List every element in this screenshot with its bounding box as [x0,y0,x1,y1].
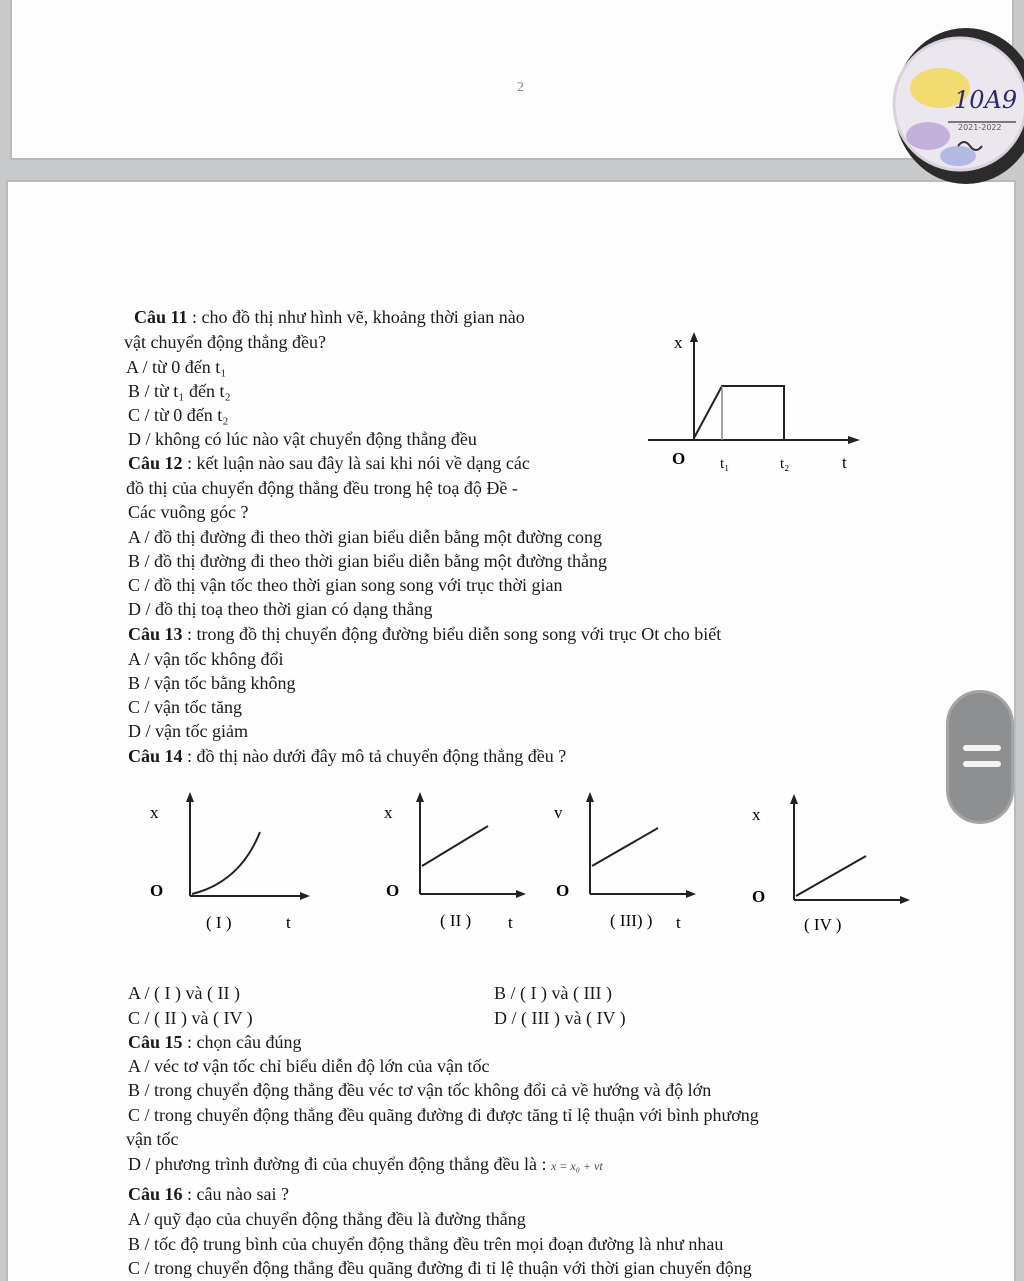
q12-stem-line3: Các vuông góc ? [128,502,249,522]
q13-option-d: D / vận tốc giảm [128,721,248,741]
q14-option-b: B / ( I ) và ( III ) [494,983,612,1003]
q14-graph-2 [378,786,538,946]
q15-option-d: D / phương trình đường đi của chuyển động thẳng đều là : x = x₀ + vt [128,1154,603,1174]
g2-t-label: t [508,913,513,932]
q16-option-a: A / quỹ đạo của chuyển động thẳng đều là đường thẳng [128,1209,526,1229]
previous-page [10,0,1014,160]
g1-caption: ( I ) [206,913,232,932]
q14-graph-1 [140,786,320,946]
q14-graph-4 [746,786,916,946]
q15-stem: Câu 15 : chọn câu đúng [128,1032,302,1052]
q14-option-c: C / ( II ) và ( IV ) [128,1008,253,1028]
q12-stem-line1: Câu 12 : kết luận nào sau đây là sai khi nói về dạng các [128,453,530,473]
menu-icon-bar-top [963,745,1001,751]
g3-line [592,828,658,866]
q11-origin-label: O [672,449,686,468]
g4-line [796,856,866,896]
g4-caption: ( IV ) [804,915,842,934]
q11-option-a: A / từ 0 đến t₁ [126,357,227,377]
g2-line [422,826,488,866]
q11-option-d: D / không có lúc nào vật chuyển động thẳng đều [128,429,477,449]
q11-y-arrow [690,332,698,342]
q13-stem: Câu 13 : trong đồ thị chuyển động đường biểu diễn song song với trục Ot cho biết [128,624,722,644]
q16-option-c: C / trong chuyển động thẳng đều quãng đường đi tỉ lệ thuận với thời gian chuyển động [128,1258,752,1278]
sticker-subtext: 2021-2022 [958,123,1002,132]
g3-t-label: t [676,913,681,932]
q13-option-b: B / vận tốc bằng không [128,673,296,693]
g3-y-arrow [586,792,594,802]
g2-origin-label: O [386,881,400,900]
q11-y-label: x [674,333,683,352]
q12-option-c: C / đồ thị vận tốc theo thời gian song song với trục thời gian [128,575,563,595]
q12-stem-line2: đồ thị của chuyển động thẳng đều trong hệ toạ độ Đề - [126,478,518,498]
sticker-text: 10A9 [954,86,1018,114]
g4-x-arrow [900,896,910,904]
g3-x-arrow [686,890,696,898]
class-sticker-logo [888,26,1024,186]
g3-caption: ( III) ) [610,911,653,930]
g1-origin-label: O [150,881,164,900]
q11-option-b: B / từ t₁ đến t₂ [128,381,231,401]
g1-curve [192,832,260,894]
q15-option-c-line1: C / trong chuyển động thẳng đều quãng đường đi được tăng tỉ lệ thuận với bình phương [128,1105,759,1125]
q12-option-d: D / đồ thị toạ theo thời gian có dạng thẳng [128,599,433,619]
q11-x-arrow [848,436,860,444]
q15-formula: x = x₀ + vt [550,1159,603,1173]
q15-option-c-line2: vận tốc [126,1129,179,1149]
q14-option-d: D / ( III ) và ( IV ) [494,1008,626,1028]
g1-y-arrow [186,792,194,802]
g1-x-arrow [300,892,310,900]
q16-stem: Câu 16 : câu nào sai ? [128,1184,289,1204]
q14-graph-3 [548,786,708,946]
floating-menu-button[interactable] [946,690,1014,824]
g3-y-label: v [554,803,563,822]
page-number: 2 [517,80,524,95]
g2-caption: ( II ) [440,911,472,930]
q11-stem-line2: vật chuyển động thẳng đều? [124,332,326,352]
q15-option-b: B / trong chuyển động thẳng đều véc tơ vận tốc không đổi cả về hướng và độ lớn [128,1080,712,1100]
q14-stem: Câu 14 : đồ thị nào dưới đây mô tả chuyển động thẳng đều ? [128,746,567,766]
q13-option-a: A / vận tốc không đổi [128,649,284,669]
g3-origin-label: O [556,881,570,900]
menu-icon-bar-bottom [963,761,1001,767]
q16-option-b: B / tốc độ trung bình của chuyển động thẳng đều trên mọi đoạn đường là như nhau [128,1234,724,1254]
g1-t-label: t [286,913,291,932]
q11-t1-label: t₁ [720,456,730,472]
q12-option-b: B / đồ thị đường đi theo thời gian biểu diễn bằng một đường thẳng [128,551,608,571]
g1-y-label: x [150,803,159,822]
g2-y-label: x [384,803,393,822]
g4-origin-label: O [752,887,766,906]
q15-option-a: A / véc tơ vận tốc chỉ biểu diễn độ lớn của vận tốc [128,1056,490,1076]
q12-option-a: A / đồ thị đường đi theo thời gian biểu diễn bằng một đường cong [128,527,603,547]
q11-t2-label: t₂ [780,456,790,472]
g4-y-arrow [790,794,798,804]
g2-y-arrow [416,792,424,802]
q14-option-a: A / ( I ) và ( II ) [128,983,240,1003]
q11-plot-line [694,386,784,440]
q11-t-label: t [842,453,847,472]
q11-option-c: C / từ 0 đến t₂ [128,405,229,425]
q13-option-c: C / vận tốc tăng [128,697,242,717]
q11-graph [640,326,872,476]
q11-stem-line1: Câu 11 : cho đồ thị như hình vẽ, khoảng thời gian nào [134,307,525,327]
g4-y-label: x [752,805,761,824]
g2-x-arrow [516,890,526,898]
